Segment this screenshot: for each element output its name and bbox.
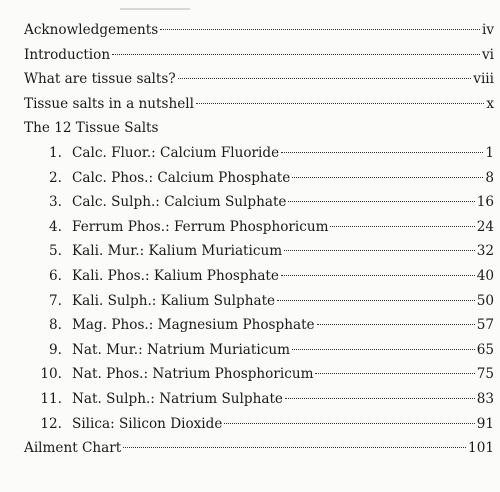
toc-entry-number: 1. xyxy=(49,144,62,161)
toc-entry-page: 32 xyxy=(476,243,494,260)
toc-entry-salt-4[interactable] xyxy=(24,215,494,240)
toc-entry-number: 8. xyxy=(49,317,62,334)
toc-entry-page: 75 xyxy=(476,366,494,383)
toc-entry-page: 16 xyxy=(476,194,494,211)
toc-entry-number: 9. xyxy=(49,341,62,358)
toc-section-heading xyxy=(24,116,494,141)
toc-entry-title: Nat. Mur.: Natrium Muriaticum xyxy=(72,341,290,358)
toc-entry-number: 6. xyxy=(49,267,62,284)
toc-entry-title: Nat. Sulph.: Natrium Sulphate xyxy=(72,390,283,407)
toc-entry-salt-5[interactable] xyxy=(24,239,494,264)
toc-entry-title: Mag. Phos.: Magnesium Phosphate xyxy=(72,317,315,334)
toc-entry-title: Kali. Sulph.: Kalium Sulphate xyxy=(72,292,276,309)
toc-entry-page: 91 xyxy=(476,415,494,432)
toc-entry-page: viii xyxy=(473,71,494,88)
dot-leader xyxy=(292,349,475,350)
toc-entry-title: Ailment Chart xyxy=(24,440,122,457)
page-smudge xyxy=(120,8,190,10)
toc-entry-page: 83 xyxy=(476,390,494,407)
toc-entry-acknowledgements[interactable] xyxy=(24,18,494,43)
toc-entry-page: 65 xyxy=(476,341,494,358)
dot-leader xyxy=(284,250,475,251)
dot-leader xyxy=(288,201,474,202)
dot-leader xyxy=(317,324,475,325)
toc-entry-salt-10[interactable] xyxy=(24,362,494,387)
toc-entry-title: Tissue salts in a nutshell xyxy=(24,95,194,112)
toc-entry-salt-11[interactable] xyxy=(24,387,494,412)
toc-entry-number: 5. xyxy=(49,243,62,260)
toc-entry-number: 10. xyxy=(40,366,62,383)
toc-entry-page: 101 xyxy=(468,440,494,457)
toc-entry-number: 11. xyxy=(40,390,62,407)
toc-entry-number: 12. xyxy=(40,415,62,432)
toc-entry-page: 1 xyxy=(485,144,494,161)
dot-leader xyxy=(112,54,480,55)
toc-entry-page: vi xyxy=(481,46,494,63)
dot-leader xyxy=(292,177,483,178)
toc-entry-number: 4. xyxy=(49,218,62,235)
dot-leader xyxy=(330,226,474,227)
toc-entry-title: Silica: Silicon Dioxide xyxy=(72,415,223,432)
toc-entry-page: 50 xyxy=(476,292,494,309)
toc-entry-salt-7[interactable] xyxy=(24,289,494,314)
toc-entry-salt-2[interactable] xyxy=(24,166,494,191)
section-heading-text: The 12 Tissue Salts xyxy=(24,120,159,137)
toc-entry-ailment-chart[interactable] xyxy=(24,436,494,461)
dot-leader xyxy=(281,275,475,276)
dot-leader xyxy=(277,300,475,301)
toc-entry-page: x xyxy=(486,95,494,112)
toc-entry-title: Calc. Fluor.: Calcium Fluoride xyxy=(72,144,280,161)
toc-entry-page: iv xyxy=(481,22,494,38)
toc-entry-title: Acknowledgements xyxy=(24,22,159,38)
toc-entry-salt-6[interactable] xyxy=(24,264,494,289)
toc-entry-salt-8[interactable] xyxy=(24,313,494,338)
toc-entry-title: Ferrum Phos.: Ferrum Phosphoricum xyxy=(72,218,329,235)
toc-entry-page: 57 xyxy=(476,317,494,334)
toc-entry-number: 2. xyxy=(49,169,62,186)
toc-entry-salt-9[interactable] xyxy=(24,338,494,363)
toc-entry-title: Calc. Sulph.: Calcium Sulphate xyxy=(72,194,287,211)
toc-entry-salt-1[interactable] xyxy=(24,141,494,166)
toc-entry-title: Introduction xyxy=(24,46,111,63)
toc-entry-salt-3[interactable] xyxy=(24,190,494,215)
dot-leader xyxy=(285,398,475,399)
dot-leader xyxy=(281,152,483,153)
toc-entry-title: Kali. Mur.: Kalium Muriaticum xyxy=(72,243,283,260)
table-of-contents xyxy=(24,18,494,461)
toc-entry-tissue-salts-in-a-nutshell[interactable] xyxy=(24,92,494,117)
dot-leader xyxy=(178,78,472,79)
toc-entry-title: What are tissue salts? xyxy=(24,71,176,88)
dot-leader xyxy=(196,103,484,104)
toc-entry-number: 3. xyxy=(49,194,62,211)
toc-entry-page: 8 xyxy=(485,169,494,186)
toc-entry-title: Calc. Phos.: Calcium Phosphate xyxy=(72,169,291,186)
toc-entry-title: Nat. Phos.: Natrium Phosphoricum xyxy=(72,366,314,383)
toc-entry-page: 40 xyxy=(476,267,494,284)
dot-leader xyxy=(315,373,474,374)
dot-leader xyxy=(160,29,480,30)
toc-entry-what-are-tissue-salts[interactable] xyxy=(24,67,494,92)
dot-leader xyxy=(123,447,466,448)
toc-entry-page: 24 xyxy=(476,218,494,235)
toc-entry-number: 7. xyxy=(49,292,62,309)
toc-entry-title: Kali. Phos.: Kalium Phosphate xyxy=(72,267,279,284)
toc-entry-introduction[interactable] xyxy=(24,43,494,68)
toc-entry-salt-12[interactable] xyxy=(24,412,494,437)
dot-leader xyxy=(224,423,474,424)
